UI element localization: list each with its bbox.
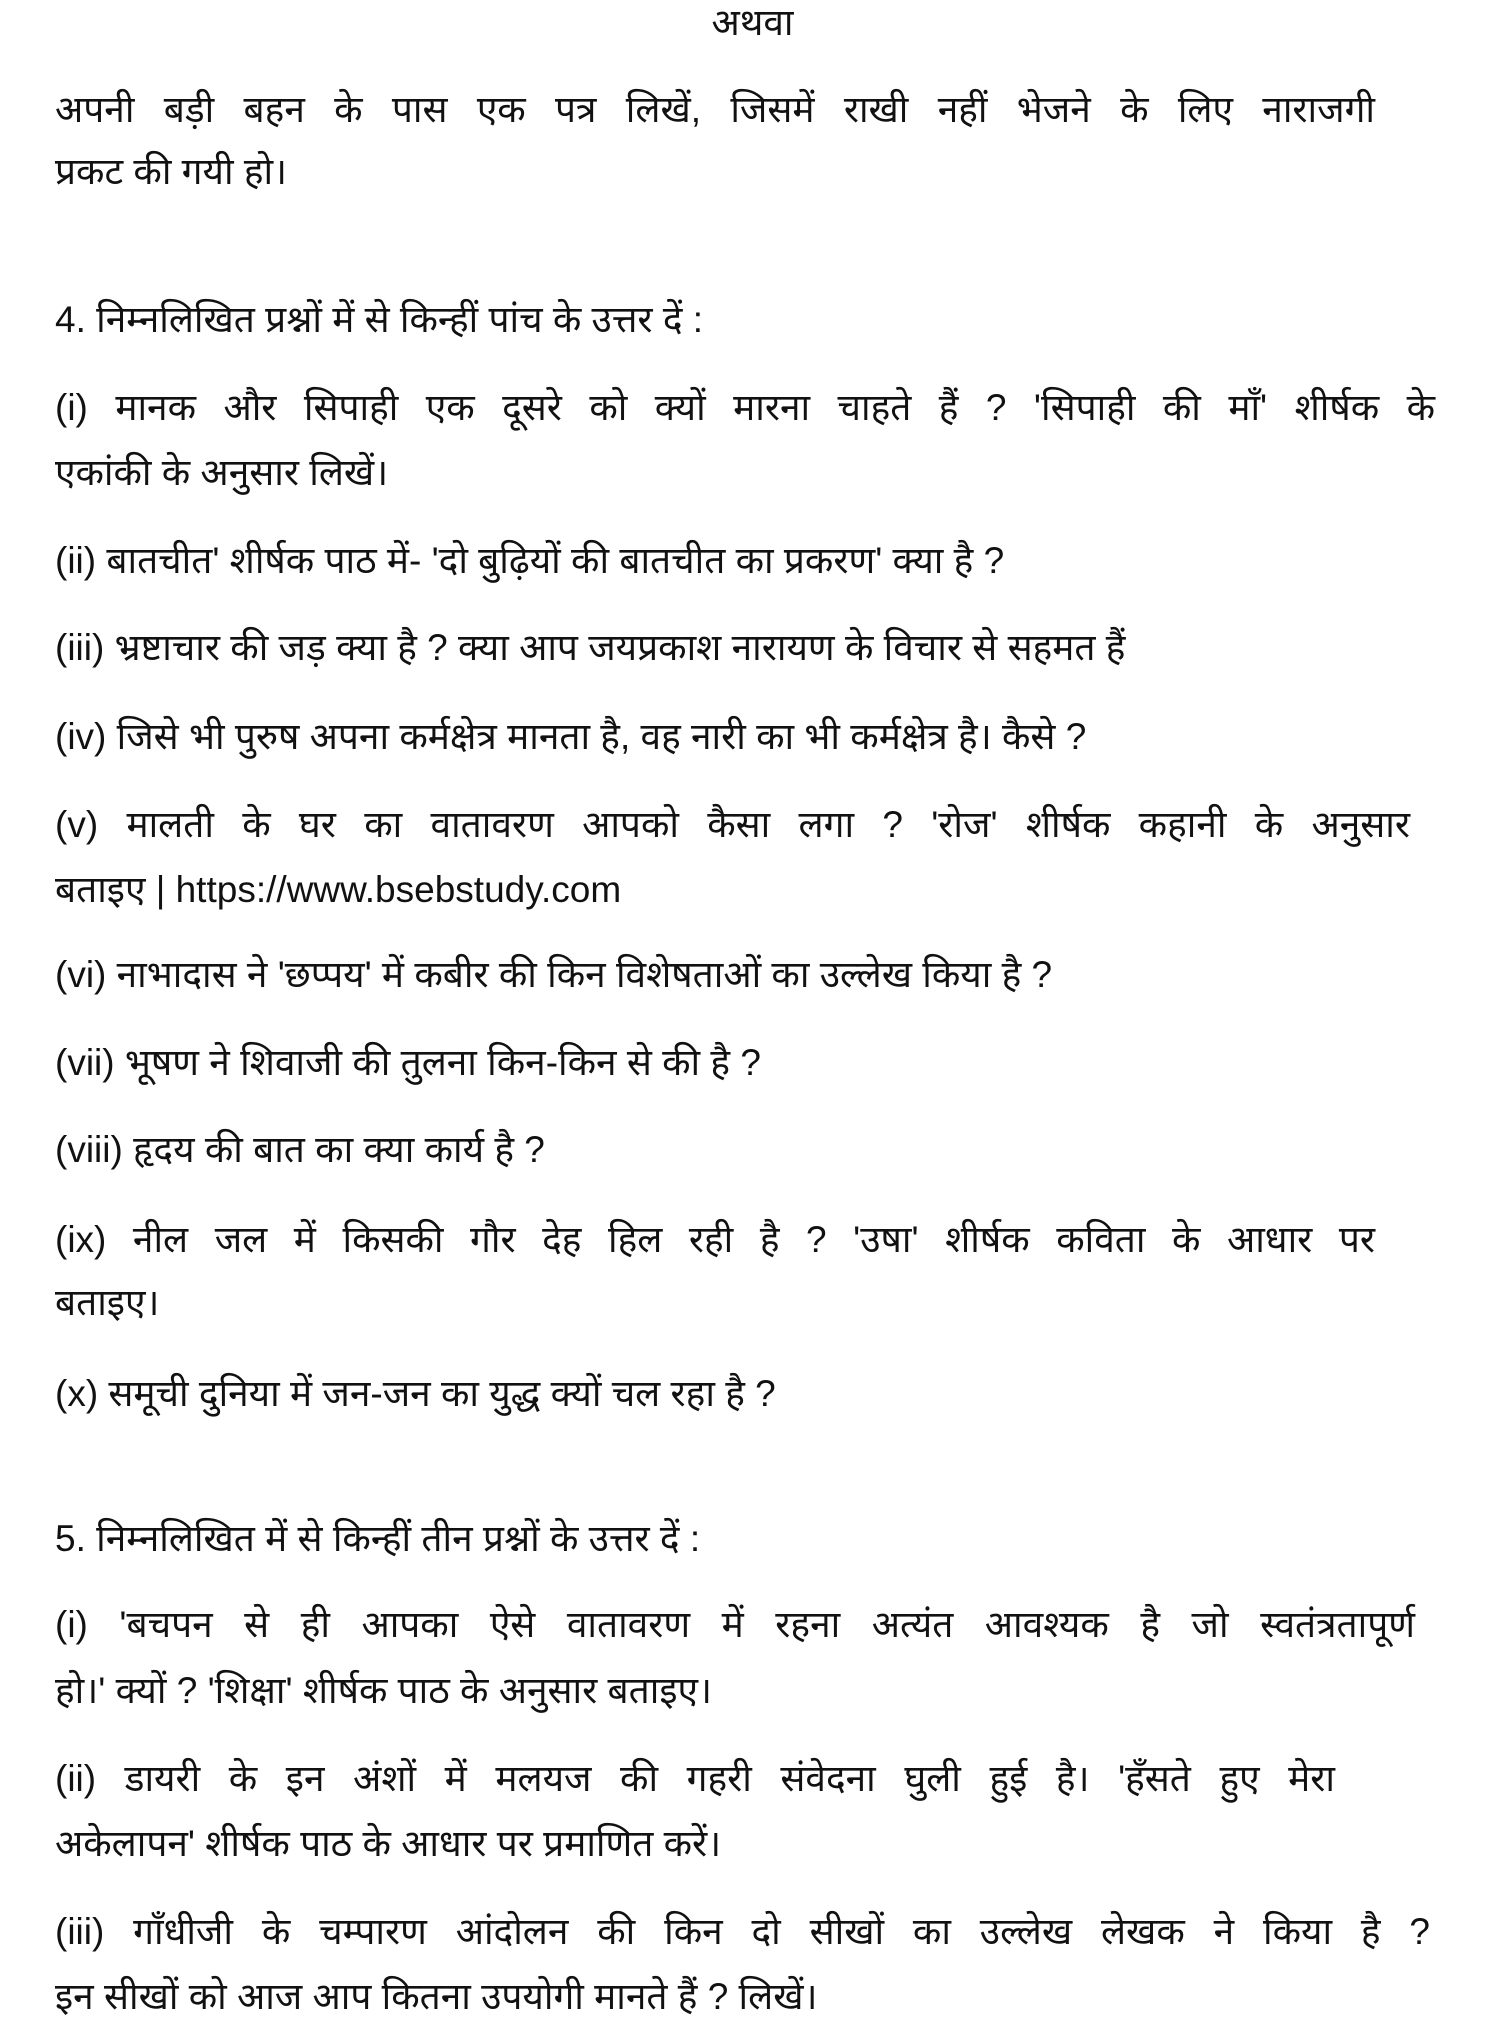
letter-prompt-line1: अपनी बड़ी बहन के पास एक पत्र लिखें, जिसमें राखी नहीं भेजने के लिए नाराजगी <box>55 89 1375 130</box>
q4-item-ix-line1: (ix) नील जल में किसकी गौर देह हिल रही है ? 'उषा' शीर्षक कविता के आधार पर <box>55 1219 1375 1260</box>
question-4-title: 4. निम्नलिखित प्रश्नों में से किन्हीं पांच के उत्तर दें : <box>55 299 704 340</box>
q4-item-ii: (ii) बातचीत' शीर्षक पाठ में- 'दो बुढ़ियों की बातचीत का प्रकरण' क्या है ? <box>55 540 1005 581</box>
q4-item-i-line2: एकांकी के अनुसार लिखें। <box>55 452 389 493</box>
q4-item-v-line2: बताइए | https://www.bsebstudy.com <box>55 869 622 910</box>
q5-item-iii-line1: (iii) गाँधीजी के चम्पारण आंदोलन की किन दो सीखों का उल्लेख लेखक ने किया है ? <box>55 1911 1430 1952</box>
q4-item-ix-line2: बताइए। <box>55 1282 160 1323</box>
q4-item-vii: (vii) भूषण ने शिवाजी की तुलना किन-किन से की है ? <box>55 1042 761 1083</box>
q5-item-ii-line2: अकेलापन' शीर्षक पाठ के आधार पर प्रमाणित करें। <box>55 1823 722 1864</box>
q4-item-viii: (viii) हृदय की बात का क्या कार्य है ? <box>55 1129 545 1170</box>
q4-item-x: (x) समूची दुनिया में जन-जन का युद्ध क्यों चल रहा है ? <box>55 1373 776 1414</box>
q4-item-i-line1: (i) मानक और सिपाही एक दूसरे को क्यों मारना चाहते हैं ? 'सिपाही की माँ' शीर्षक के <box>55 387 1435 428</box>
q4-item-iv: (iv) जिसे भी पुरुष अपना कर्मक्षेत्र मानता है, वह नारी का भी कर्मक्षेत्र है। कैसे ? <box>55 716 1087 757</box>
q5-item-iii-line2: इन सीखों को आज आप कितना उपयोगी मानते हैं ? लिखें। <box>55 1976 818 2017</box>
question-5-title: 5. निम्नलिखित में से किन्हीं तीन प्रश्नों के उत्तर दें : <box>55 1518 701 1559</box>
or-heading: अथवा <box>711 2 794 43</box>
q4-item-iii: (iii) भ्रष्टाचार की जड़ क्या है ? क्या आप जयप्रकाश नारायण के विचार से सहमत हैं <box>55 627 1126 668</box>
q4-item-vi: (vi) नाभादास ने 'छप्पय' में कबीर की किन विशेषताओं का उल्लेख किया है ? <box>55 954 1053 995</box>
q5-item-i-line2: हो।' क्यों ? 'शिक्षा' शीर्षक पाठ के अनुसार बताइए। <box>55 1670 712 1711</box>
q5-item-i-line1: (i) 'बचपन से ही आपका ऐसे वातावरण में रहना अत्यंत आवश्यक है जो स्वतंत्रतापूर्ण <box>55 1604 1415 1645</box>
q5-item-ii-line1: (ii) डायरी के इन अंशों में मलयज की गहरी संवेदना घुली हुई है। 'हँसते हुए मेरा <box>55 1758 1335 1799</box>
q4-item-v-line1: (v) मालती के घर का वातावरण आपको कैसा लगा ? 'रोज' शीर्षक कहानी के अनुसार <box>55 804 1410 845</box>
letter-prompt-line2: प्रकट की गयी हो। <box>55 151 288 192</box>
